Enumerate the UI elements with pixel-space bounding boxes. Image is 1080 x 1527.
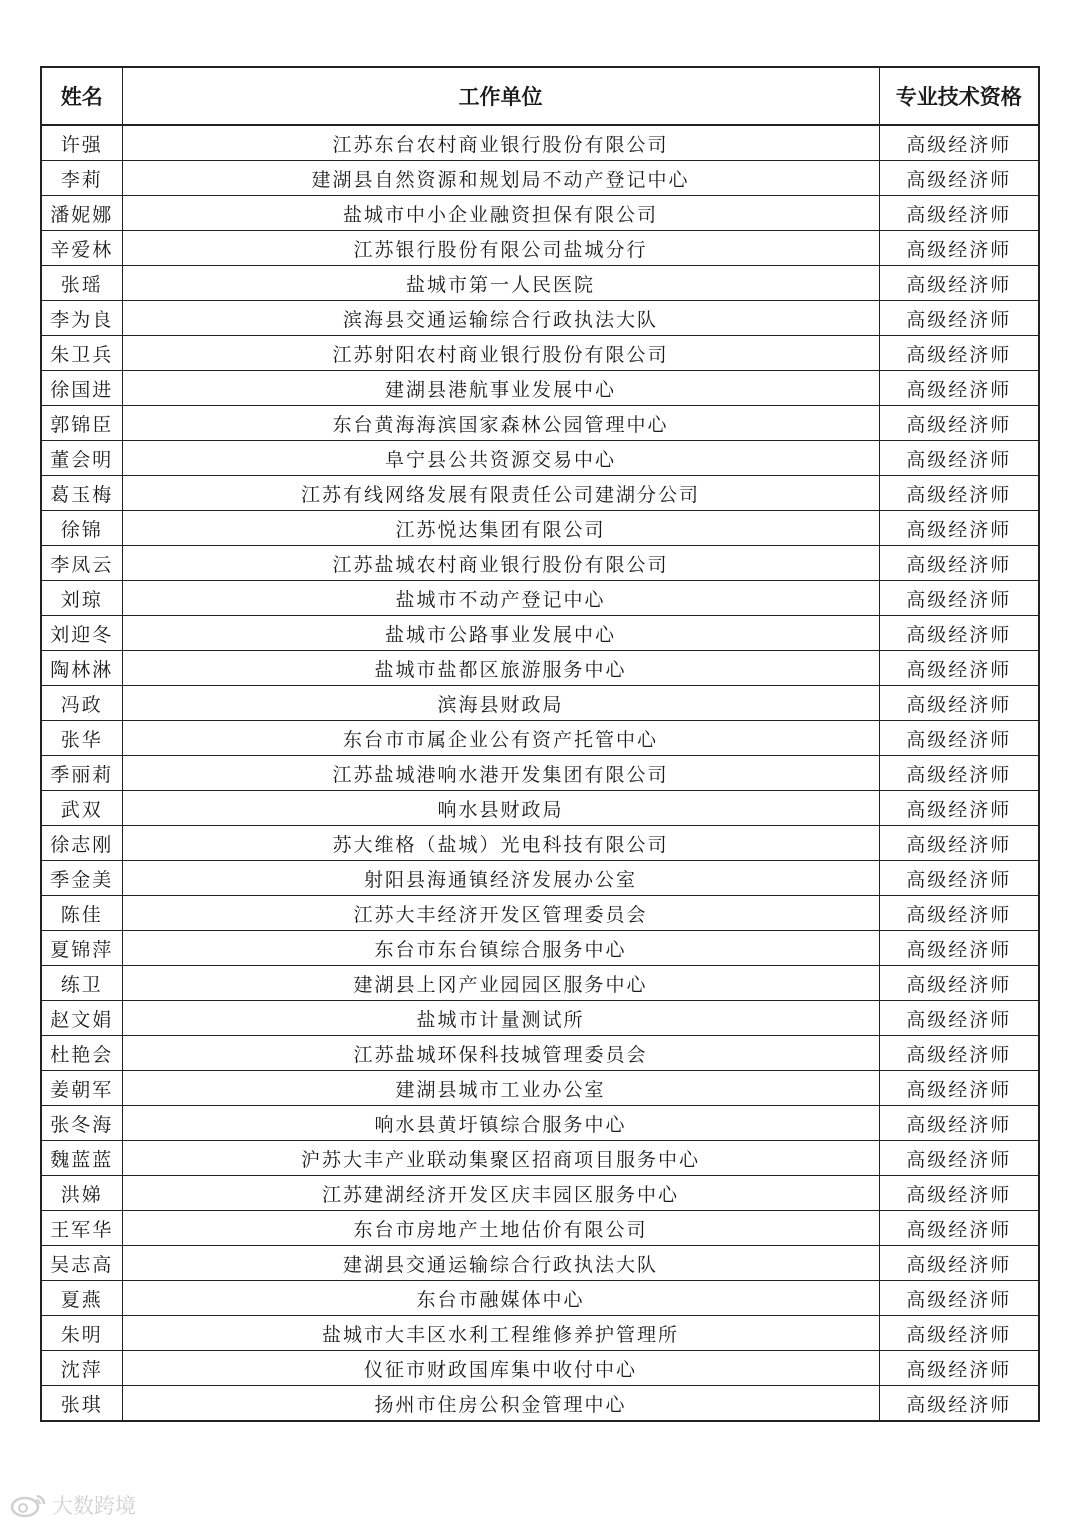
header-row: [41, 67, 1039, 125]
weibo-logo-icon: [10, 1492, 48, 1518]
cell-name: 李凤云: [41, 546, 122, 581]
cell-qualification: 高级经济师: [879, 1141, 1039, 1176]
table-row: [41, 1386, 1039, 1422]
table-row: [41, 1036, 1039, 1071]
table-row: [41, 1071, 1039, 1106]
cell-name: 郭锦臣: [41, 406, 122, 441]
cell-qualification: 高级经济师: [879, 896, 1039, 931]
cell-employer: 建湖县港航事业发展中心: [122, 371, 879, 406]
cell-employer: 东台市东台镇综合服务中心: [122, 931, 879, 966]
cell-name: 许强: [41, 125, 122, 161]
cell-name: 徐国进: [41, 371, 122, 406]
cell-employer: 阜宁县公共资源交易中心: [122, 441, 879, 476]
cell-name: 夏燕: [41, 1281, 122, 1316]
cell-name: 张冬海: [41, 1106, 122, 1141]
cell-qualification: 高级经济师: [879, 441, 1039, 476]
table-row: [41, 196, 1039, 231]
cell-qualification: 高级经济师: [879, 336, 1039, 371]
cell-qualification: 高级经济师: [879, 1281, 1039, 1316]
cell-name: 徐志刚: [41, 826, 122, 861]
cell-qualification: 高级经济师: [879, 301, 1039, 336]
cell-employer: 苏大维格（盐城）光电科技有限公司: [122, 826, 879, 861]
cell-qualification: 高级经济师: [879, 196, 1039, 231]
table-row: [41, 125, 1039, 161]
cell-qualification: 高级经济师: [879, 616, 1039, 651]
cell-employer: 沪苏大丰产业联动集聚区招商项目服务中心: [122, 1141, 879, 1176]
table-row: [41, 826, 1039, 861]
cell-name: 辛爱林: [41, 231, 122, 266]
cell-qualification: 高级经济师: [879, 231, 1039, 266]
cell-name: 葛玉梅: [41, 476, 122, 511]
cell-name: 陶林淋: [41, 651, 122, 686]
cell-qualification: 高级经济师: [879, 476, 1039, 511]
cell-employer: 江苏悦达集团有限公司: [122, 511, 879, 546]
table-row: [41, 371, 1039, 406]
cell-employer: 建湖县自然资源和规划局不动产登记中心: [122, 161, 879, 196]
cell-name: 冯政: [41, 686, 122, 721]
cell-employer: 盐城市大丰区水利工程维修养护管理所: [122, 1316, 879, 1351]
cell-qualification: 高级经济师: [879, 791, 1039, 826]
table-row: [41, 476, 1039, 511]
cell-employer: 江苏银行股份有限公司盐城分行: [122, 231, 879, 266]
header-name: 姓名: [41, 67, 122, 125]
cell-qualification: 高级经济师: [879, 686, 1039, 721]
cell-employer: 滨海县财政局: [122, 686, 879, 721]
cell-name: 张瑶: [41, 266, 122, 301]
cell-qualification: 高级经济师: [879, 651, 1039, 686]
table-row: [41, 1211, 1039, 1246]
cell-qualification: 高级经济师: [879, 511, 1039, 546]
cell-qualification: 高级经济师: [879, 1246, 1039, 1281]
table-row: [41, 616, 1039, 651]
cell-employer: 扬州市住房公积金管理中心: [122, 1386, 879, 1422]
cell-employer: 江苏盐城港响水港开发集团有限公司: [122, 756, 879, 791]
cell-qualification: 高级经济师: [879, 1316, 1039, 1351]
cell-name: 张琪: [41, 1386, 122, 1422]
cell-qualification: 高级经济师: [879, 826, 1039, 861]
cell-employer: 东台市融媒体中心: [122, 1281, 879, 1316]
cell-employer: 盐城市公路事业发展中心: [122, 616, 879, 651]
cell-qualification: 高级经济师: [879, 266, 1039, 301]
cell-employer: 江苏盐城环保科技城管理委员会: [122, 1036, 879, 1071]
cell-name: 季金美: [41, 861, 122, 896]
cell-employer: 射阳县海通镇经济发展办公室: [122, 861, 879, 896]
table-row: [41, 1281, 1039, 1316]
table-row: [41, 861, 1039, 896]
cell-employer: 江苏建湖经济开发区庆丰园区服务中心: [122, 1176, 879, 1211]
cell-qualification: 高级经济师: [879, 931, 1039, 966]
cell-name: 朱明: [41, 1316, 122, 1351]
cell-name: 吴志高: [41, 1246, 122, 1281]
table-row: [41, 1246, 1039, 1281]
cell-qualification: 高级经济师: [879, 546, 1039, 581]
cell-name: 李为良: [41, 301, 122, 336]
table-row: [41, 1176, 1039, 1211]
cell-employer: 江苏射阳农村商业银行股份有限公司: [122, 336, 879, 371]
cell-employer: 东台市房地产土地估价有限公司: [122, 1211, 879, 1246]
table-row: [41, 161, 1039, 196]
cell-qualification: 高级经济师: [879, 756, 1039, 791]
watermark-text: 大数跨境: [52, 1494, 136, 1518]
cell-name: 陈佳: [41, 896, 122, 931]
table-row: [41, 791, 1039, 826]
cell-employer: 东台市市属企业公有资产托管中心: [122, 721, 879, 756]
cell-qualification: 高级经济师: [879, 721, 1039, 756]
cell-qualification: 高级经济师: [879, 161, 1039, 196]
table-row: [41, 441, 1039, 476]
table-row: [41, 1141, 1039, 1176]
cell-name: 刘迎冬: [41, 616, 122, 651]
cell-employer: 盐城市中小企业融资担保有限公司: [122, 196, 879, 231]
table-row: [41, 1001, 1039, 1036]
cell-employer: 东台黄海海滨国家森林公园管理中心: [122, 406, 879, 441]
table-row: [41, 301, 1039, 336]
table-row: [41, 546, 1039, 581]
cell-qualification: 高级经济师: [879, 1211, 1039, 1246]
watermark: [10, 1490, 136, 1520]
cell-qualification: 高级经济师: [879, 966, 1039, 1001]
cell-qualification: 高级经济师: [879, 125, 1039, 161]
cell-employer: 江苏大丰经济开发区管理委员会: [122, 896, 879, 931]
header-qualification: 专业技术资格: [879, 67, 1039, 125]
cell-name: 刘琼: [41, 581, 122, 616]
table-row: [41, 931, 1039, 966]
cell-employer: 滨海县交通运输综合行政执法大队: [122, 301, 879, 336]
cell-name: 练卫: [41, 966, 122, 1001]
table-row: [41, 1316, 1039, 1351]
cell-employer: 盐城市第一人民医院: [122, 266, 879, 301]
cell-qualification: 高级经济师: [879, 1036, 1039, 1071]
cell-qualification: 高级经济师: [879, 581, 1039, 616]
cell-name: 武双: [41, 791, 122, 826]
cell-employer: 盐城市不动产登记中心: [122, 581, 879, 616]
cell-qualification: 高级经济师: [879, 861, 1039, 896]
cell-name: 魏蓝蓝: [41, 1141, 122, 1176]
cell-qualification: 高级经济师: [879, 1386, 1039, 1422]
table-row: [41, 686, 1039, 721]
cell-employer: 江苏东台农村商业银行股份有限公司: [122, 125, 879, 161]
cell-name: 潘妮娜: [41, 196, 122, 231]
cell-qualification: 高级经济师: [879, 1071, 1039, 1106]
cell-name: 李莉: [41, 161, 122, 196]
table-row: [41, 1351, 1039, 1386]
table-row: [41, 721, 1039, 756]
cell-name: 杜艳会: [41, 1036, 122, 1071]
cell-employer: 江苏有线网络发展有限责任公司建湖分公司: [122, 476, 879, 511]
cell-qualification: 高级经济师: [879, 1001, 1039, 1036]
cell-employer: 盐城市计量测试所: [122, 1001, 879, 1036]
table-row: [41, 581, 1039, 616]
header-employer: 工作单位: [122, 67, 879, 125]
cell-name: 赵文娟: [41, 1001, 122, 1036]
table-row: [41, 756, 1039, 791]
cell-employer: 建湖县交通运输综合行政执法大队: [122, 1246, 879, 1281]
cell-name: 徐锦: [41, 511, 122, 546]
cell-name: 王军华: [41, 1211, 122, 1246]
table-row: [41, 1106, 1039, 1141]
cell-name: 朱卫兵: [41, 336, 122, 371]
table-row: [41, 896, 1039, 931]
cell-employer: 响水县黄圩镇综合服务中心: [122, 1106, 879, 1141]
cell-name: 姜朝军: [41, 1071, 122, 1106]
cell-qualification: 高级经济师: [879, 1176, 1039, 1211]
cell-employer: 建湖县城市工业办公室: [122, 1071, 879, 1106]
cell-name: 洪娣: [41, 1176, 122, 1211]
cell-qualification: 高级经济师: [879, 1351, 1039, 1386]
cell-employer: 江苏盐城农村商业银行股份有限公司: [122, 546, 879, 581]
cell-employer: 仪征市财政国库集中收付中心: [122, 1351, 879, 1386]
table-row: [41, 336, 1039, 371]
cell-employer: 建湖县上冈产业园园区服务中心: [122, 966, 879, 1001]
cell-name: 张华: [41, 721, 122, 756]
table-row: [41, 511, 1039, 546]
cell-name: 沈萍: [41, 1351, 122, 1386]
table-row: [41, 266, 1039, 301]
cell-qualification: 高级经济师: [879, 406, 1039, 441]
cell-name: 夏锦萍: [41, 931, 122, 966]
table-row: [41, 651, 1039, 686]
cell-qualification: 高级经济师: [879, 1106, 1039, 1141]
table-row: [41, 406, 1039, 441]
table-row: [41, 966, 1039, 1001]
cell-name: 董会明: [41, 441, 122, 476]
cell-employer: 盐城市盐都区旅游服务中心: [122, 651, 879, 686]
cell-qualification: 高级经济师: [879, 371, 1039, 406]
cell-employer: 响水县财政局: [122, 791, 879, 826]
qualification-table: [40, 66, 1040, 1422]
table-row: [41, 231, 1039, 266]
cell-name: 季丽莉: [41, 756, 122, 791]
